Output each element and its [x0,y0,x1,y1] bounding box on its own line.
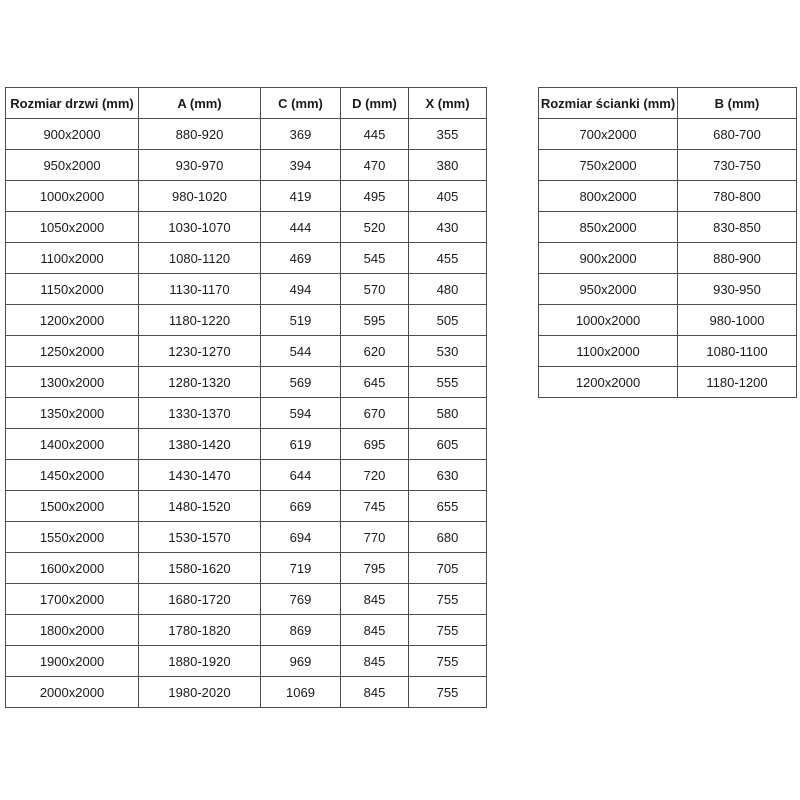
table-row [539,119,797,150]
table-cell: 1350x2000 [6,398,139,429]
table-cell: 755 [409,677,487,708]
column-header: A (mm) [139,88,261,119]
door-size-table [5,87,487,708]
column-header: Rozmiar ścianki (mm) [539,88,678,119]
table-cell: 1680-1720 [139,584,261,615]
table-cell: 1330-1370 [139,398,261,429]
table-cell: 755 [409,615,487,646]
table-cell: 645 [341,367,409,398]
table-cell: 845 [341,615,409,646]
table-cell: 1450x2000 [6,460,139,491]
table-row [6,646,487,677]
table-cell: 1530-1570 [139,522,261,553]
table-row [539,305,797,336]
table-cell: 700x2000 [539,119,678,150]
table-cell: 750x2000 [539,150,678,181]
table-cell: 1980-2020 [139,677,261,708]
table-cell: 800x2000 [539,181,678,212]
table-cell: 830-850 [678,212,797,243]
table-cell: 1550x2000 [6,522,139,553]
table-row [6,460,487,491]
table-row [539,336,797,367]
table-cell: 580 [409,398,487,429]
table-cell: 845 [341,646,409,677]
table-cell: 605 [409,429,487,460]
table-cell: 1780-1820 [139,615,261,646]
table-row [6,305,487,336]
table-cell: 470 [341,150,409,181]
table-cell: 1100x2000 [6,243,139,274]
table-cell: 1800x2000 [6,615,139,646]
table-cell: 850x2000 [539,212,678,243]
table-cell: 720 [341,460,409,491]
table-cell: 1380-1420 [139,429,261,460]
table-cell: 1080-1100 [678,336,797,367]
table-cell: 1430-1470 [139,460,261,491]
table-cell: 570 [341,274,409,305]
table-cell: 1400x2000 [6,429,139,460]
wall-table-header-row [539,88,797,119]
table-cell: 900x2000 [539,243,678,274]
table-cell: 1080-1120 [139,243,261,274]
table-cell: 2000x2000 [6,677,139,708]
table-cell: 494 [261,274,341,305]
table-cell: 480 [409,274,487,305]
table-cell: 1180-1220 [139,305,261,336]
table-cell: 1150x2000 [6,274,139,305]
table-cell: 544 [261,336,341,367]
table-row [6,119,487,150]
table-cell: 930-950 [678,274,797,305]
table-row [6,150,487,181]
table-cell: 1900x2000 [6,646,139,677]
table-cell: 950x2000 [6,150,139,181]
table-cell: 795 [341,553,409,584]
table-row [6,522,487,553]
table-cell: 769 [261,584,341,615]
table-cell: 669 [261,491,341,522]
table-row [6,367,487,398]
column-header: B (mm) [678,88,797,119]
table-cell: 900x2000 [6,119,139,150]
table-cell: 1280-1320 [139,367,261,398]
table-cell: 680-700 [678,119,797,150]
table-cell: 355 [409,119,487,150]
table-row [6,553,487,584]
table-cell: 1200x2000 [6,305,139,336]
table-cell: 845 [341,584,409,615]
table-cell: 1880-1920 [139,646,261,677]
table-cell: 670 [341,398,409,429]
table-cell: 455 [409,243,487,274]
table-cell: 445 [341,119,409,150]
table-cell: 719 [261,553,341,584]
table-row [6,243,487,274]
table-row [6,429,487,460]
table-cell: 1030-1070 [139,212,261,243]
table-row [539,150,797,181]
table-cell: 405 [409,181,487,212]
table-cell: 1600x2000 [6,553,139,584]
table-cell: 680 [409,522,487,553]
table-row [6,615,487,646]
table-row [6,336,487,367]
table-cell: 869 [261,615,341,646]
table-cell: 655 [409,491,487,522]
table-row [6,491,487,522]
table-cell: 1069 [261,677,341,708]
table-cell: 705 [409,553,487,584]
table-cell: 495 [341,181,409,212]
table-cell: 369 [261,119,341,150]
table-row [6,181,487,212]
table-cell: 444 [261,212,341,243]
table-cell: 745 [341,491,409,522]
table-cell: 980-1020 [139,181,261,212]
table-row [6,212,487,243]
door-table-header-row [6,88,487,119]
table-cell: 1250x2000 [6,336,139,367]
table-cell: 1480-1520 [139,491,261,522]
table-row [539,274,797,305]
table-cell: 880-900 [678,243,797,274]
table-row [539,367,797,398]
table-cell: 969 [261,646,341,677]
table-cell: 1000x2000 [6,181,139,212]
table-cell: 1500x2000 [6,491,139,522]
table-row [6,274,487,305]
table-cell: 594 [261,398,341,429]
table-cell: 555 [409,367,487,398]
table-cell: 770 [341,522,409,553]
table-cell: 755 [409,584,487,615]
table-cell: 880-920 [139,119,261,150]
table-row [6,398,487,429]
table-cell: 1580-1620 [139,553,261,584]
table-row [6,677,487,708]
table-cell: 694 [261,522,341,553]
table-cell: 730-750 [678,150,797,181]
table-row [6,584,487,615]
column-header: D (mm) [341,88,409,119]
table-cell: 595 [341,305,409,336]
column-header: C (mm) [261,88,341,119]
table-cell: 1000x2000 [539,305,678,336]
table-row [539,243,797,274]
table-cell: 545 [341,243,409,274]
table-cell: 1050x2000 [6,212,139,243]
table-cell: 620 [341,336,409,367]
table-cell: 394 [261,150,341,181]
table-cell: 569 [261,367,341,398]
column-header: X (mm) [409,88,487,119]
table-cell: 1230-1270 [139,336,261,367]
table-cell: 755 [409,646,487,677]
table-cell: 1300x2000 [6,367,139,398]
table-row [539,181,797,212]
table-cell: 630 [409,460,487,491]
wall-size-table [538,87,797,398]
table-cell: 530 [409,336,487,367]
table-cell: 695 [341,429,409,460]
table-cell: 469 [261,243,341,274]
table-cell: 780-800 [678,181,797,212]
table-cell: 505 [409,305,487,336]
table-cell: 1700x2000 [6,584,139,615]
table-cell: 930-970 [139,150,261,181]
table-row [539,212,797,243]
table-cell: 430 [409,212,487,243]
table-cell: 1100x2000 [539,336,678,367]
table-cell: 1200x2000 [539,367,678,398]
column-header: Rozmiar drzwi (mm) [6,88,139,119]
table-cell: 845 [341,677,409,708]
table-cell: 419 [261,181,341,212]
table-cell: 1130-1170 [139,274,261,305]
table-cell: 980-1000 [678,305,797,336]
table-cell: 619 [261,429,341,460]
table-cell: 380 [409,150,487,181]
table-cell: 644 [261,460,341,491]
table-cell: 520 [341,212,409,243]
table-cell: 519 [261,305,341,336]
table-cell: 1180-1200 [678,367,797,398]
table-cell: 950x2000 [539,274,678,305]
